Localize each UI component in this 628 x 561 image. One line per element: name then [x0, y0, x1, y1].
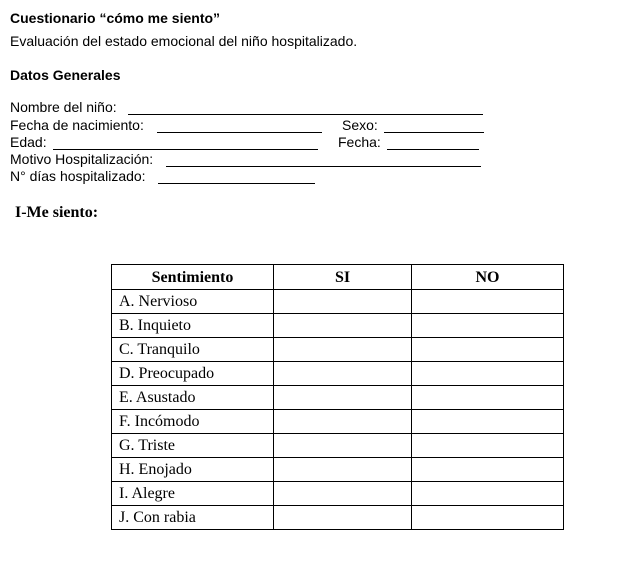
birth-date-line[interactable]	[157, 132, 322, 133]
reason-label: Motivo Hospitalización:	[10, 151, 154, 167]
no-cell[interactable]	[412, 410, 564, 434]
yes-cell[interactable]	[274, 506, 412, 530]
table-header-row	[112, 265, 564, 290]
general-data-heading: Datos Generales	[10, 67, 121, 83]
feeling-label: C. Tranquilo	[112, 338, 274, 362]
feeling-label: B. Inquieto	[112, 314, 274, 338]
feeling-label: G. Triste	[112, 434, 274, 458]
no-cell[interactable]	[412, 338, 564, 362]
age-line[interactable]	[53, 149, 318, 150]
sex-field[interactable]	[342, 117, 487, 134]
no-cell[interactable]	[412, 434, 564, 458]
feeling-label: F. Incómodo	[112, 410, 274, 434]
days-label: N° días hospitalizado:	[10, 168, 146, 184]
form-subtitle: Evaluación del estado emocional del niño hospitalizado.	[10, 33, 358, 49]
feeling-label: D. Preocupado	[112, 362, 274, 386]
header-feeling: Sentimiento	[112, 265, 274, 290]
no-cell[interactable]	[412, 482, 564, 506]
age-label: Edad:	[10, 134, 47, 150]
header-no: NO	[412, 265, 564, 290]
yes-cell[interactable]	[274, 458, 412, 482]
birth-date-label: Fecha de nacimiento:	[10, 117, 144, 133]
table-row	[112, 338, 564, 362]
no-cell[interactable]	[412, 290, 564, 314]
yes-cell[interactable]	[274, 410, 412, 434]
yes-cell[interactable]	[274, 386, 412, 410]
section-one-heading: I-Me siento:	[15, 204, 99, 221]
birth-date-field[interactable]	[10, 117, 330, 134]
age-field[interactable]	[10, 134, 320, 151]
feelings-table	[111, 264, 564, 530]
no-cell[interactable]	[412, 506, 564, 530]
table-row	[112, 386, 564, 410]
sex-line[interactable]	[384, 132, 484, 133]
feeling-label: E. Asustado	[112, 386, 274, 410]
yes-cell[interactable]	[274, 482, 412, 506]
date-field[interactable]	[338, 134, 483, 151]
child-name-field[interactable]	[10, 99, 485, 116]
no-cell[interactable]	[412, 458, 564, 482]
no-cell[interactable]	[412, 314, 564, 338]
table-row	[112, 482, 564, 506]
child-name-label: Nombre del niño:	[10, 99, 117, 115]
table-row	[112, 506, 564, 530]
no-cell[interactable]	[412, 362, 564, 386]
no-cell[interactable]	[412, 386, 564, 410]
table-row	[112, 290, 564, 314]
yes-cell[interactable]	[274, 314, 412, 338]
table-row	[112, 458, 564, 482]
table-row	[112, 362, 564, 386]
form-title: Cuestionario “cómo me siento”	[10, 10, 221, 26]
child-name-line[interactable]	[128, 114, 483, 115]
header-yes: SI	[274, 265, 412, 290]
table-row	[112, 314, 564, 338]
feeling-label: H. Enojado	[112, 458, 274, 482]
sex-label: Sexo:	[342, 117, 378, 133]
feeling-label: I. Alegre	[112, 482, 274, 506]
yes-cell[interactable]	[274, 290, 412, 314]
days-line[interactable]	[158, 183, 315, 184]
yes-cell[interactable]	[274, 434, 412, 458]
reason-field[interactable]	[10, 151, 485, 168]
yes-cell[interactable]	[274, 362, 412, 386]
feeling-label: J. Con rabia	[112, 506, 274, 530]
date-line[interactable]	[387, 149, 479, 150]
reason-line[interactable]	[166, 166, 481, 167]
feeling-label: A. Nervioso	[112, 290, 274, 314]
days-field[interactable]	[10, 168, 320, 185]
yes-cell[interactable]	[274, 338, 412, 362]
table-row	[112, 434, 564, 458]
date-label: Fecha:	[338, 134, 381, 150]
table-row	[112, 410, 564, 434]
